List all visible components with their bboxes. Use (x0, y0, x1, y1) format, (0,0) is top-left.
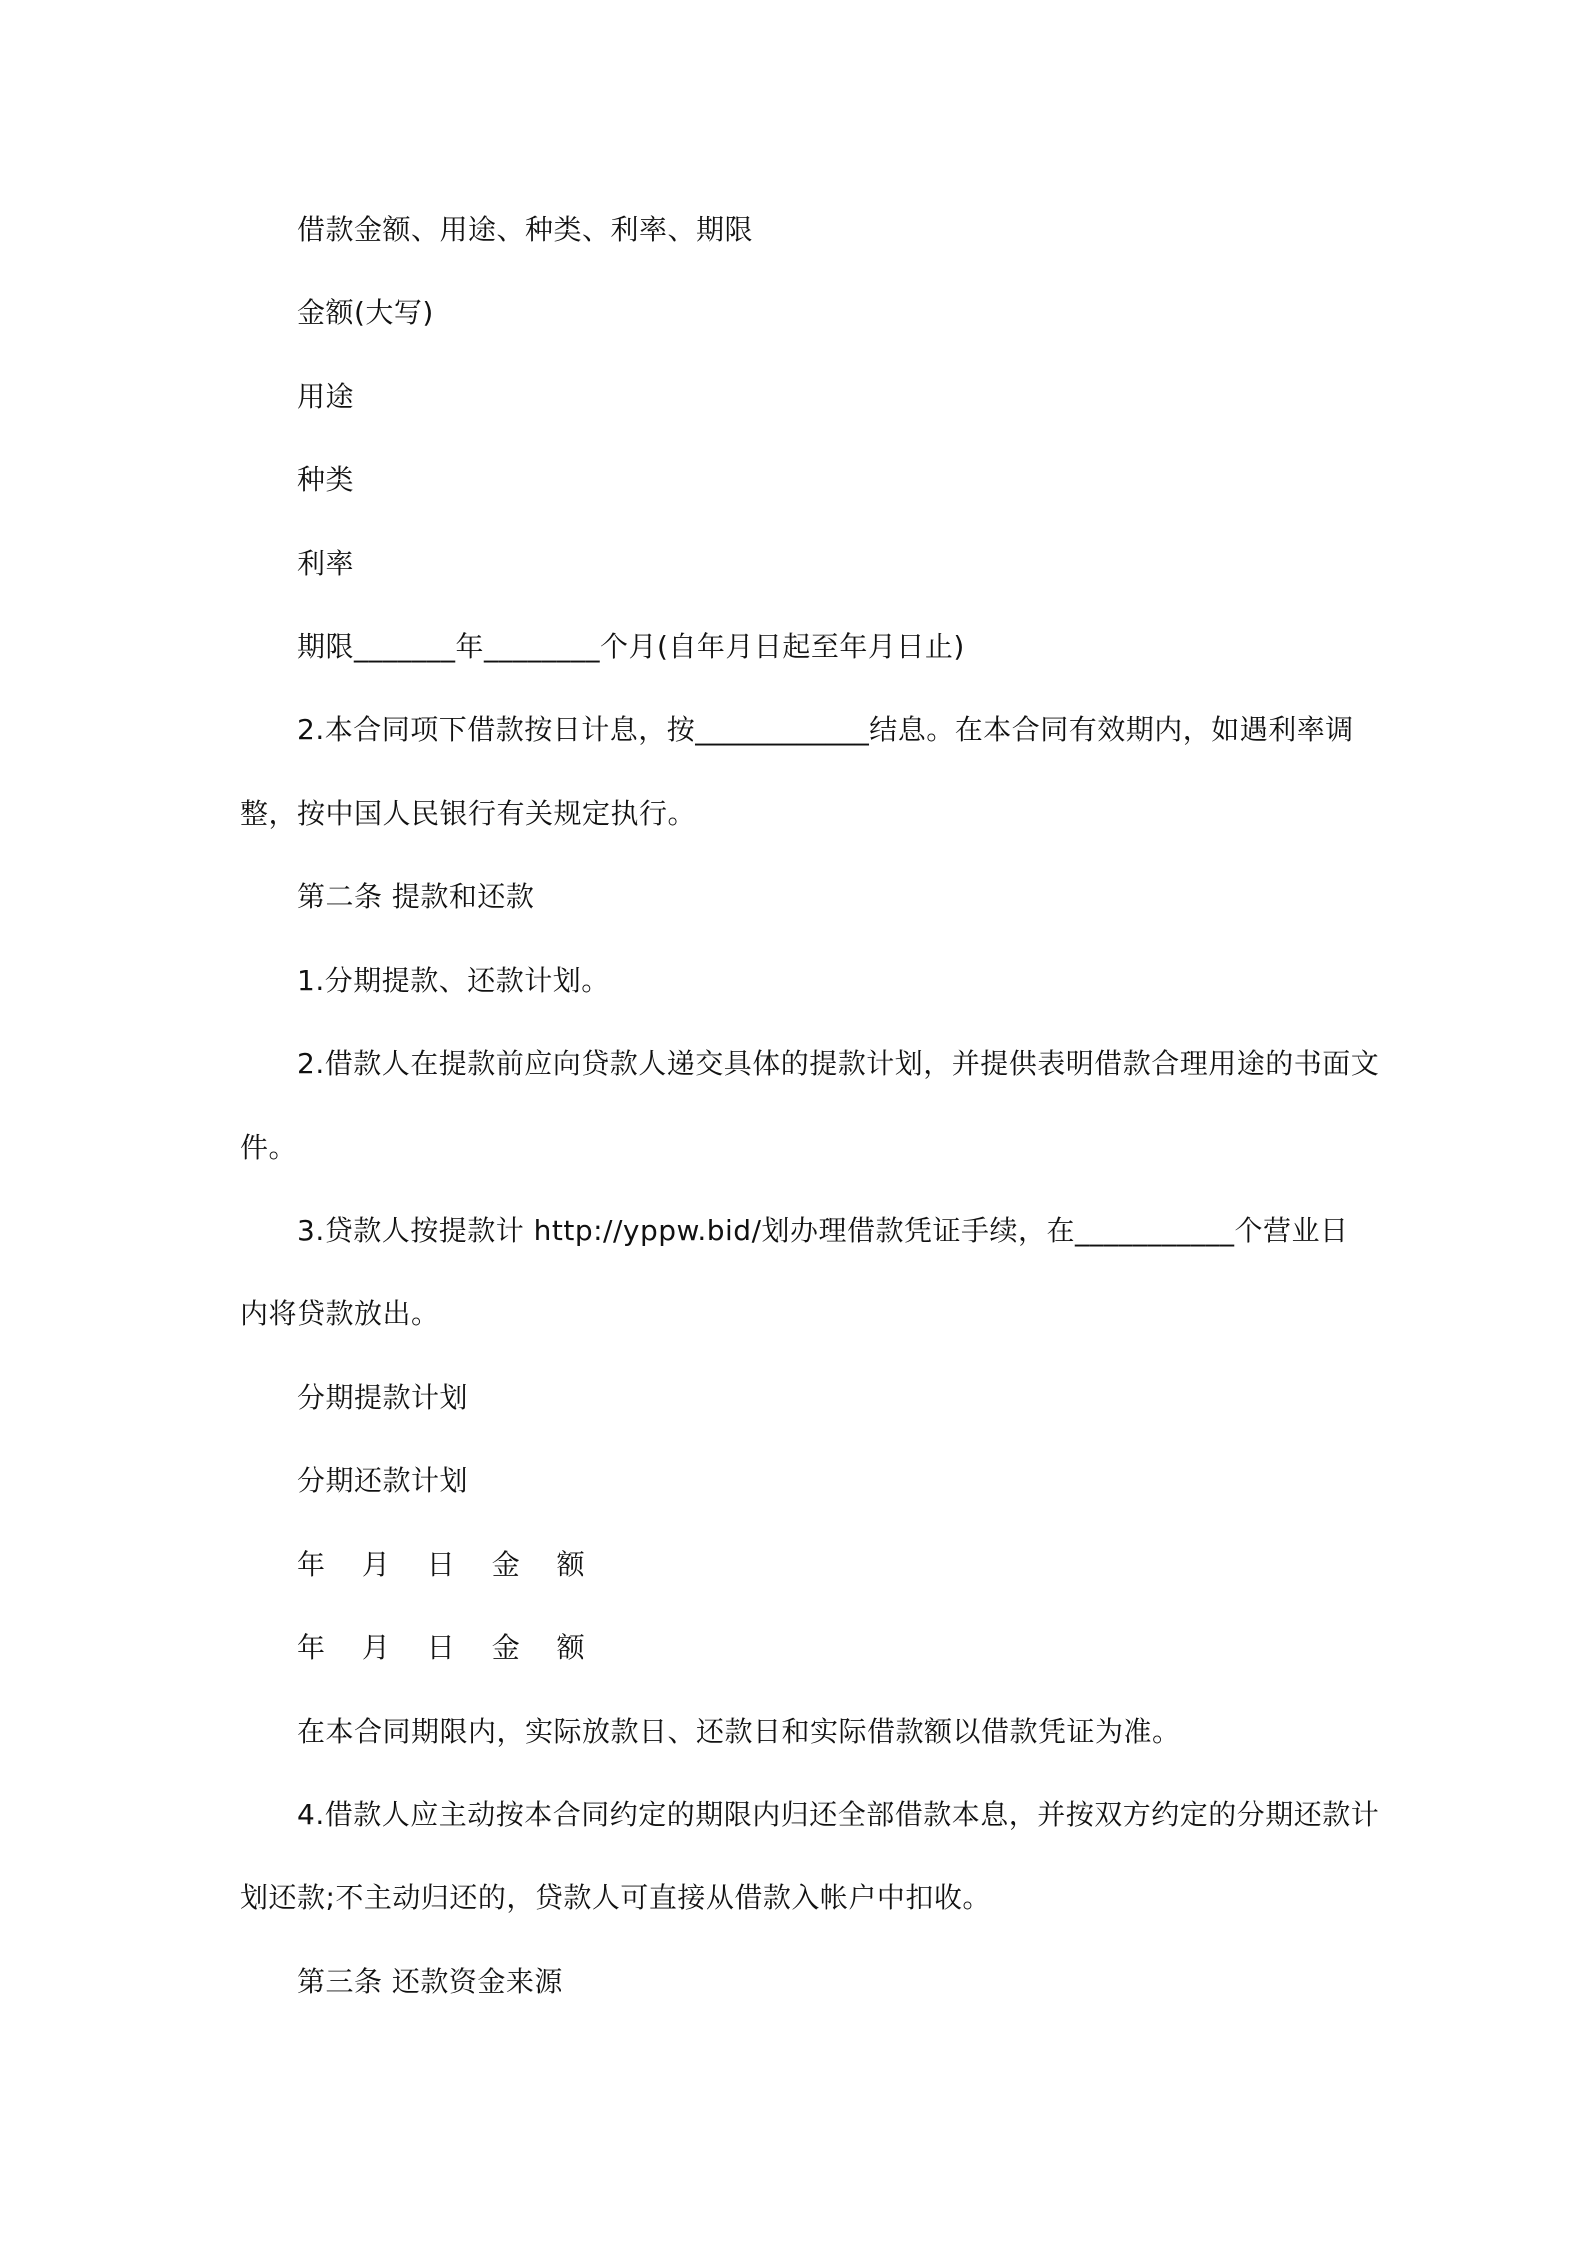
field-interest-rate: 利率 (297, 547, 355, 580)
clause-loan-voucher: 在本合同期限内，实际放款日、还款日和实际借款额以借款凭证为准。 (297, 1715, 1181, 1748)
clause-interest-line-1: 2.本合同项下借款按日计息，按____________结息。在本合同有效期内，如遇利率调 (297, 713, 1354, 746)
field-purpose: 用途 (297, 380, 355, 413)
field-term: 期限_______年________个月(自年月日起至年月日止) (297, 630, 965, 663)
clause-withdrawal-plan-line-1: 2.借款人在提款前应向贷款人递交具体的提款计划，并提供表明借款合理用途的书面文 (297, 1047, 1380, 1080)
clause-disbursement-line-2: 内将贷款放出。 (240, 1297, 440, 1330)
schedule-header-row-1: 年 月 日 金 额 (297, 1548, 599, 1581)
clause-withdrawal-plan-line-2: 件。 (240, 1131, 298, 1164)
clause-repayment-line-2: 划还款;不主动归还的，贷款人可直接从借款入帐户中扣收。 (240, 1881, 991, 1914)
field-type: 种类 (297, 463, 355, 496)
clause-disbursement-line-1: 3.贷款人按提款计 http://yppw.bid/划办理借款凭证手续，在___________个营业日 (297, 1214, 1349, 1247)
withdrawal-schedule-label: 分期提款计划 (297, 1381, 469, 1414)
clause-repayment-line-1: 4.借款人应主动按本合同约定的期限内归还全部借款本息，并按双方约定的分期还款计 (297, 1798, 1380, 1831)
heading-loan-terms: 借款金额、用途、种类、利率、期限 (297, 213, 754, 246)
article-two-heading: 第二条 提款和还款 (297, 880, 535, 913)
repayment-schedule-label: 分期还款计划 (297, 1464, 469, 1497)
field-amount: 金额(大写) (297, 296, 434, 329)
clause-installment-plan: 1.分期提款、还款计划。 (297, 964, 610, 997)
clause-interest-line-2: 整，按中国人民银行有关规定执行。 (240, 797, 697, 830)
schedule-header-row-2: 年 月 日 金 额 (297, 1631, 599, 1664)
article-three-heading: 第三条 还款资金来源 (297, 1965, 563, 1998)
